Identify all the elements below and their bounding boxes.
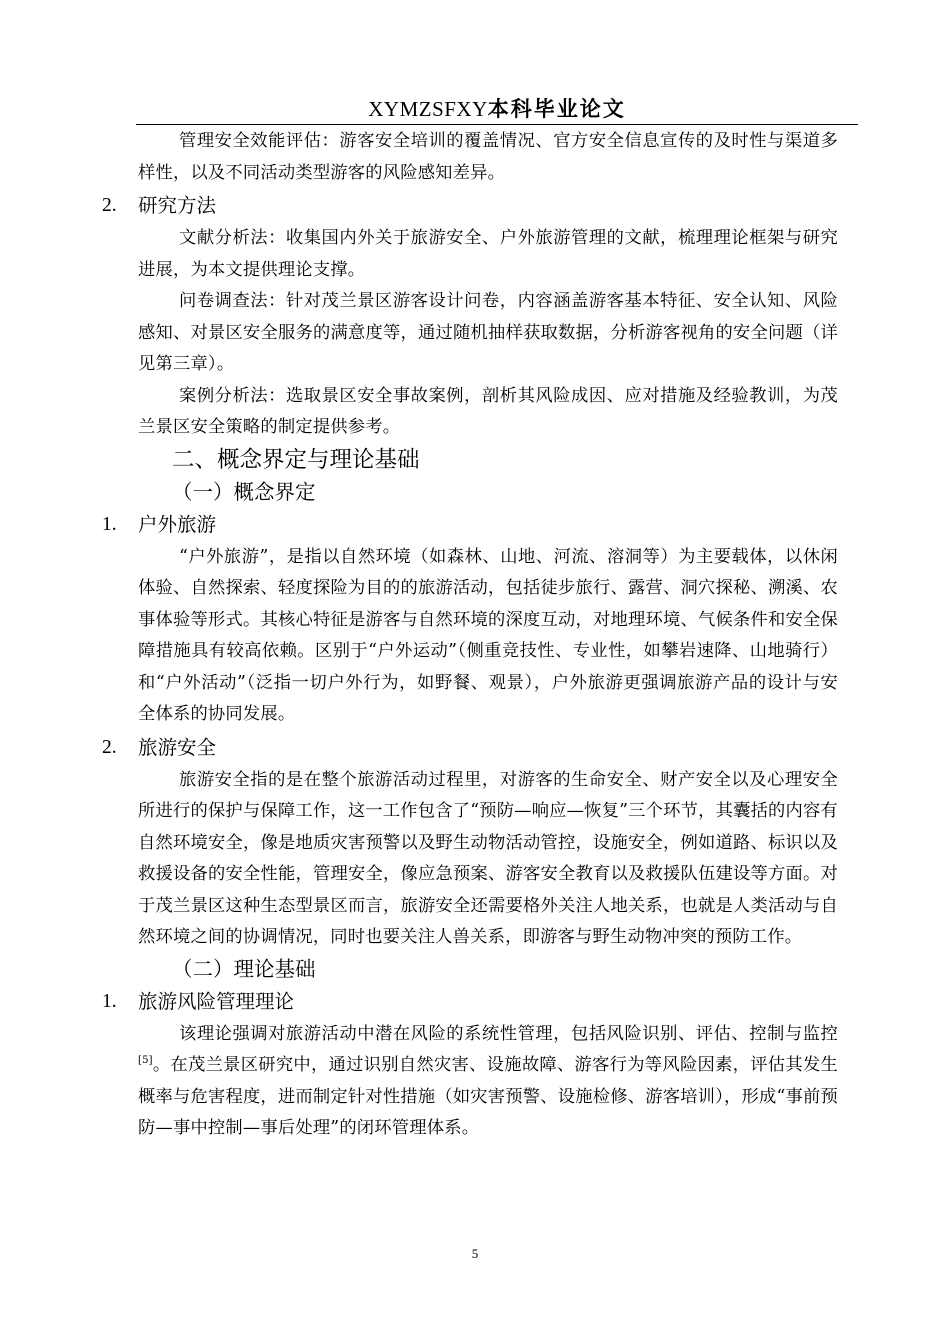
subheading-text: 户外旅游 [138, 512, 217, 536]
subheading-risk-management [102, 986, 838, 1018]
paragraph-tourism-safety: 旅游安全指的是在整个旅游活动过程里，对游客的生命安全、财产安全以及心理安全所进行的保护与保障工作，这一工作包含了“预防—响应—恢复”三个环节，其囊括的内容有自然环境安全，像是地质灾害预警以及野生动物活动管控，设施安全，例如道路、标识以及救援设备的安全性能，管理安全，像应急预案、游客安全教育以及救援队伍建设等方面。对于茂兰景区这种生态型景区而言，旅游安全还需要格外关注人地关系，也就是人类活动与自然环境之间的协调情况，同时也要关注人兽关系，即游客与野生动物冲突的预防工作。 [138, 769, 838, 947]
paragraph-literature-method: 文献分析法：收集国内外关于旅游安全、户外旅游管理的文献，梳理理论框架与研究进展，为本文提供理论支撑。 [138, 228, 838, 280]
paragraph-safety-evaluation: 管理安全效能评估：游客安全培训的覆盖情况、官方安全信息宣传的及时性与渠道多样性，以及不同活动类型游客的风险感知差异。 [138, 131, 838, 183]
subheading-number: 1. [102, 513, 117, 535]
paragraph-survey-method: 问卷调查法：针对茂兰景区游客设计问卷，内容涵盖游客基本特征、安全认知、风险感知、对景区安全服务的满意度等，通过随机抽样获取数据，分析游客视角的安全问题（详见第三章）。 [138, 291, 838, 374]
paragraph-text: 。在茂兰景区研究中，通过识别自然灾害、设施故障、游客行为等风险因素，评估其发生概率与危害程度，进而制定针对性措施（如灾害预警、设施检修、游客培训），形成“事前预防—事中控制—事后处理”的闭环管理体系。 [138, 1055, 838, 1138]
page-body [102, 126, 838, 1145]
section-heading-concepts: （一）概念界定 [172, 479, 316, 504]
subheading-number: 1. [102, 990, 117, 1012]
section-heading-theory: （二）理论基础 [172, 956, 316, 981]
subheading-text: 旅游安全 [138, 735, 217, 759]
subheading-number: 2. [102, 736, 117, 758]
paragraph-outdoor-tourism: “户外旅游”，是指以自然环境（如森林、山地、河流、溶洞等）为主要载体，以休闲体验、自然探索、轻度探险为目的的旅游活动，包括徒步旅行、露营、洞穴探秘、溯溪、农事体验等形式。其核心特征是游客与自然环境的深度互动，对地理环境、气候条件和安全保障措施具有较高依赖。区别于“户外运动”（侧重竞技性、专业性，如攀岩速降、山地骑行）和“户外活动”（泛指一切户外行为，如野餐、观景），户外旅游更强调旅游产品的设计与安全体系的协同发展。 [138, 546, 838, 724]
paragraph-text: 该理论强调对旅游活动中潜在风险的系统性管理，包括风险识别、评估、控制与监控 [179, 1023, 838, 1044]
page-number: 5 [471, 1246, 479, 1261]
subheading-text: 研究方法 [138, 194, 217, 217]
subheading-number: 2. [102, 195, 117, 216]
paragraph-risk-management [138, 1019, 838, 1145]
paragraph-case-method: 案例分析法：选取景区安全事故案例，剖析其风险成因、应对措施及经验教训，为茂兰景区安全策略的制定提供参考。 [138, 385, 838, 437]
citation-reference[interactable]: [5] [138, 1055, 153, 1067]
subheading-research-methods [102, 190, 838, 222]
header-thesis-label: 本科毕业论文 [487, 97, 626, 121]
subheading-outdoor-tourism [102, 509, 838, 541]
page-header [136, 94, 858, 125]
header-school-code: XYMZSFXY [368, 97, 488, 121]
subheading-tourism-safety [102, 732, 838, 764]
chapter-heading: 二、概念界定与理论基础 [172, 446, 420, 473]
subheading-text: 旅游风险管理理论 [138, 989, 295, 1013]
